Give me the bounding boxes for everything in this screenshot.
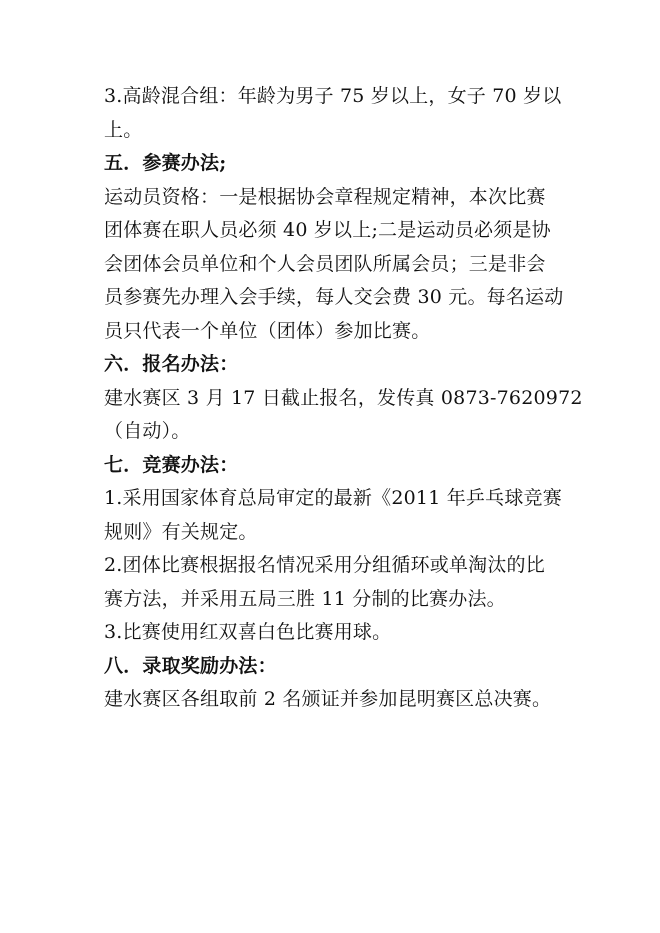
section-heading: 六．报名办法： (104, 353, 239, 375)
text-line: 团体赛在职人员必须 40 岁以上;二是运动员必须是协 (104, 219, 551, 241)
text-line: 1.采用国家体育总局审定的最新《2011 年乒乓球竞赛 (104, 487, 562, 509)
text-line: 会团体会员单位和个人会员团队所属会员；三是非会 (104, 252, 546, 275)
text-line: 建水赛区 3 月 17 日截止报名，发传真 0873-7620972 (104, 386, 583, 409)
text-line: 赛方法，并采用五局三胜 11 分制的比赛办法。 (104, 587, 506, 610)
text-line: （自动）。 (104, 420, 191, 442)
section-heading: 七．竞赛办法： (104, 453, 239, 476)
text-line: 员参赛先办理入会手续，每人交会费 30 元。每名运动 (104, 286, 564, 308)
section-heading: 八．录取奖励办法： (104, 654, 277, 677)
text-line: 3.比赛使用红双喜白色比赛用球。 (104, 621, 392, 643)
section-heading: 五．参赛办法; (104, 152, 227, 174)
text-line: 上。 (104, 118, 143, 141)
text-line: 2.团体比赛根据报名情况采用分组循环或单淘汰的比 (104, 554, 545, 576)
text-line: 运动员资格：一是根据协会章程规定精神，本次比赛 (104, 185, 546, 208)
text-line: 员只代表一个单位（团体）参加比赛。 (104, 319, 431, 342)
text-line: 规则》有关规定。 (104, 520, 258, 543)
text-line: 建水赛区各组取前 2 名颁证并参加昆明赛区总决赛。 (104, 688, 552, 710)
text-line: 3.高龄混合组：年龄为男子 75 岁以上，女子 70 岁以 (104, 85, 562, 107)
